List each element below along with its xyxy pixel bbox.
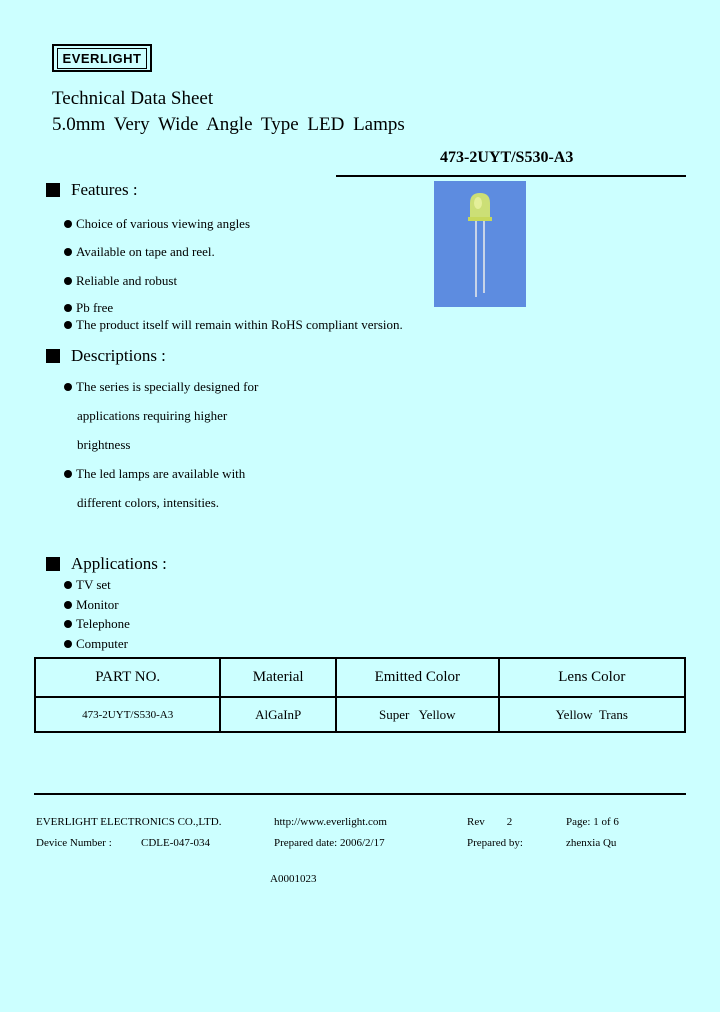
table-cell: 473-2UYT/S530-A3: [35, 697, 220, 732]
part-spec-table: [34, 657, 686, 733]
document-subtitle: 5.0mm Very Wide Angle Type LED Lamps: [52, 114, 405, 135]
applications-heading: [46, 554, 167, 574]
table-header-cell: Emitted Color: [336, 658, 499, 697]
table-cell: Super Yellow: [336, 697, 499, 732]
description-item: [64, 379, 258, 395]
bullet-icon: [64, 383, 72, 391]
description-continuation: applications requiring higher: [77, 408, 228, 423]
applications-heading-text: Applications :: [71, 554, 167, 573]
footer-device-label: Device Number :: [36, 837, 112, 849]
bullet-icon: [64, 220, 72, 228]
table-cell: Yellow Trans: [499, 697, 685, 732]
table-header-row: [35, 658, 685, 697]
led-lamp-image: [434, 181, 526, 307]
application-item: [64, 597, 119, 613]
application-item: [64, 636, 128, 652]
footer-divider: [34, 793, 686, 795]
footer-revision: [467, 816, 512, 828]
application-text: TV set: [76, 577, 111, 592]
footer-device-value: CDLE-047-034: [141, 837, 211, 849]
footer-prepared-by-value: zhenxia Qu: [566, 837, 617, 849]
description-continuation: different colors, intensities.: [77, 495, 220, 510]
header-divider: [336, 175, 686, 177]
table-header-cell: Lens Color: [499, 658, 685, 697]
descriptions-heading-text: Descriptions :: [71, 346, 166, 365]
footer-company: EVERLIGHT ELECTRONICS CO.,LTD.: [36, 816, 222, 828]
bullet-icon: [64, 620, 72, 628]
everlight-logo: [52, 44, 152, 72]
application-text: Telephone: [76, 616, 130, 631]
bullet-icon: [64, 304, 72, 312]
bullet-icon: [64, 581, 72, 589]
feature-item: [64, 317, 403, 333]
led-product-photo: [434, 181, 526, 307]
footer-prepared-date-label: Prepared date:: [274, 837, 338, 849]
description-text: The led lamps are available with: [76, 466, 246, 481]
table-cell: AlGaInP: [220, 697, 336, 732]
feature-item: [64, 273, 177, 289]
footer-page: Page: 1 of 6: [566, 816, 619, 828]
feature-item: [64, 300, 113, 316]
section-square-icon: [46, 349, 60, 363]
application-text: Computer: [76, 636, 128, 651]
section-square-icon: [46, 183, 60, 197]
footer-website: http://www.everlight.com: [274, 816, 387, 828]
footer-prepared-date-value: 2006/2/17: [340, 837, 385, 849]
bullet-icon: [64, 277, 72, 285]
features-heading-text: Features :: [71, 180, 138, 199]
feature-text: Choice of various viewing angles: [76, 216, 251, 231]
description-continuation: brightness: [77, 437, 131, 452]
table-header-cell: PART NO.: [35, 658, 220, 697]
section-square-icon: [46, 557, 60, 571]
description-item: [64, 466, 245, 482]
application-text: Monitor: [76, 597, 119, 612]
application-item: [64, 616, 130, 632]
application-item: [64, 577, 111, 593]
features-heading: [46, 180, 138, 200]
bullet-icon: [64, 601, 72, 609]
footer-prepared-by-label: Prepared by:: [467, 837, 523, 849]
logo-text: EVERLIGHT: [57, 48, 148, 69]
feature-text: Reliable and robust: [76, 273, 178, 288]
table-header-cell: Material: [220, 658, 336, 697]
feature-item: [64, 244, 215, 260]
table-row: [35, 697, 685, 732]
part-number-heading: 473-2UYT/S530-A3: [440, 149, 574, 166]
feature-text: Available on tape and reel.: [76, 244, 215, 259]
footer-doc-code: A0001023: [270, 873, 317, 885]
bullet-icon: [64, 470, 72, 478]
document-title: Technical Data Sheet: [52, 88, 214, 109]
description-text: The series is specially designed for: [76, 379, 259, 394]
feature-text: The product itself will remain within RoHS compliant version.: [76, 317, 403, 332]
bullet-icon: [64, 321, 72, 329]
revision-value: 2: [506, 816, 513, 828]
descriptions-heading: [46, 346, 166, 366]
bullet-icon: [64, 640, 72, 648]
feature-item: [64, 216, 250, 232]
feature-text: Pb free: [76, 300, 114, 315]
revision-label: Rev: [467, 816, 485, 828]
bullet-icon: [64, 248, 72, 256]
